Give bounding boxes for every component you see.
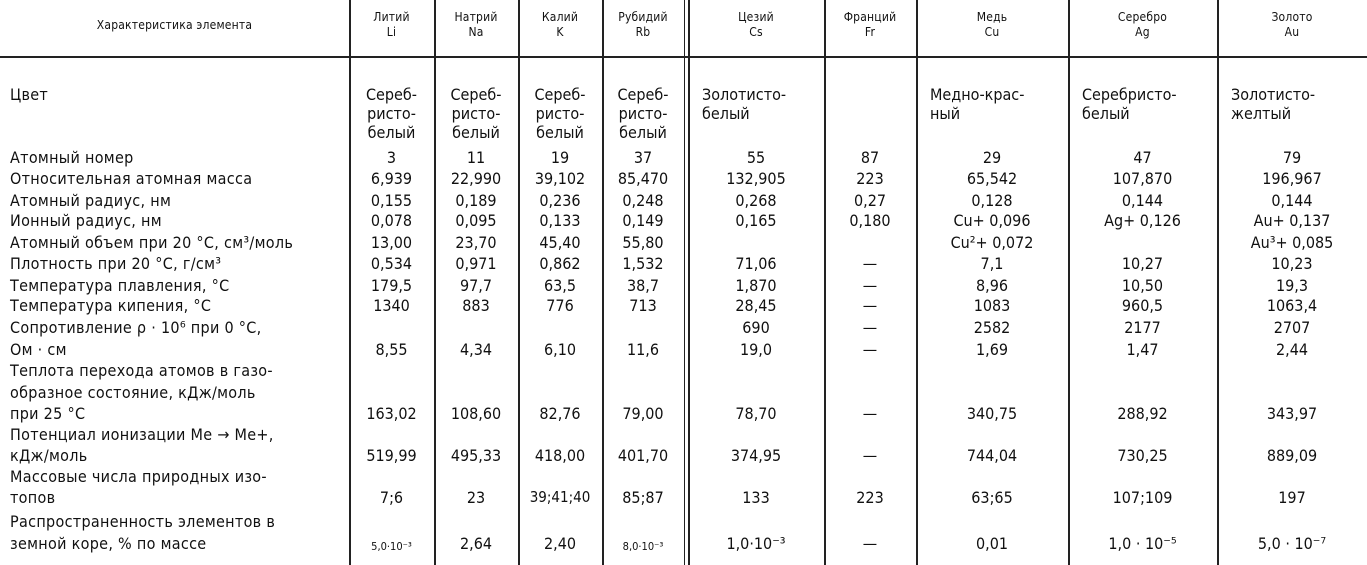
color-cell-na: Сереб- <box>450 85 502 104</box>
label-heat-3: при 25 °С <box>10 404 86 423</box>
ionic_radius-cell-na: 0,095 <box>455 211 497 230</box>
boiling-cell-fr: — <box>862 296 878 315</box>
atomic_radius-cell-ag: 0,144 <box>1121 191 1164 210</box>
header-cs <box>688 0 824 56</box>
abundance-cell-li: 5,0·10⁻³ <box>371 540 412 553</box>
isotopes-cell-au: 197 <box>1278 488 1306 507</box>
boiling-cell-cu: 1083 <box>973 296 1011 315</box>
heat-cell-cu: 340,75 <box>966 404 1018 423</box>
ionization-cell-cu: 744,04 <box>966 446 1018 465</box>
header-au <box>1217 0 1367 56</box>
ionization-cell-na: 495,33 <box>450 446 502 465</box>
header-symbol-cs: Cs <box>749 25 763 39</box>
resistance-cell-cu: 1,69 <box>975 340 1009 359</box>
header-na <box>434 0 518 56</box>
melting-cell-cu: 8,96 <box>975 276 1009 295</box>
resistance-cell-rb: 11,6 <box>626 340 660 359</box>
density-cell-ag: 10,27 <box>1121 254 1164 273</box>
header-symbol-rb: Rb <box>635 25 651 39</box>
atomic_radius-cell-na: 0,189 <box>455 191 497 210</box>
ionization-cell-k: 418,00 <box>534 446 586 465</box>
resistance-cell-cu: 2582 <box>973 318 1011 337</box>
atomic_mass-cell-rb: 85,470 <box>617 169 669 188</box>
label-color: Цвет <box>10 85 49 104</box>
label-ionization-1: Потенциал ионизации Me → Me+, <box>10 425 274 444</box>
header-li <box>349 0 434 56</box>
header-fr <box>824 0 916 56</box>
atomic_radius-cell-li: 0,155 <box>370 191 413 210</box>
label-boiling: Температура кипения, °С <box>10 296 212 315</box>
label-resistance-1: Сопротивление ρ · 10⁶ при 0 °С, <box>10 318 262 337</box>
atomic_mass-cell-fr: 223 <box>856 169 884 188</box>
color-cell-cs: белый <box>702 104 750 123</box>
label-heat-1: Теплота перехода атомов в газо- <box>10 361 273 380</box>
header-characteristic <box>0 0 349 56</box>
melting-cell-li: 179,5 <box>370 276 413 295</box>
ionic_radius-cell-cs: 0,165 <box>735 211 777 230</box>
ionization-cell-ag: 730,25 <box>1117 446 1168 465</box>
resistance-cell-ag: 2177 <box>1124 318 1161 337</box>
resistance-cell-au: 2707 <box>1273 318 1311 337</box>
label-melting: Температура плавления, °С <box>10 276 230 295</box>
atomic_mass-cell-cu: 65,542 <box>966 169 1018 188</box>
header-symbol-au: Au <box>1284 25 1300 39</box>
melting-cell-au: 19,3 <box>1275 276 1309 295</box>
header-name-fr: Франций <box>843 10 897 24</box>
boiling-cell-k: 776 <box>546 296 574 315</box>
ionic_radius-cell-ag: Ag+ 0,126 <box>1104 211 1181 230</box>
boiling-cell-rb: 713 <box>629 296 657 315</box>
melting-cell-k: 63,5 <box>543 276 577 295</box>
density-cell-cu: 7,1 <box>980 254 1004 273</box>
melting-cell-cs: 1,870 <box>735 276 777 295</box>
heat-cell-li: 163,02 <box>366 404 417 423</box>
atomic_radius-cell-cs: 0,268 <box>735 191 777 210</box>
color-cell-au: Золотисто- <box>1231 85 1316 104</box>
resistance-cell-k: 6,10 <box>543 340 577 359</box>
color-cell-au: желтый <box>1231 104 1292 123</box>
abundance-cell-au: 5,0 · 10⁻⁷ <box>1257 534 1327 553</box>
atomic_number-cell-au: 79 <box>1282 148 1302 167</box>
ionic_radius-cell-au: Au+ 0,137 <box>1253 211 1331 230</box>
header-cu <box>916 0 1068 56</box>
header-name-na: Натрий <box>454 10 498 24</box>
header-symbol-fr: Fr <box>864 25 876 39</box>
label-atomic-number: Атомный номер <box>10 148 134 167</box>
density-cell-fr: — <box>862 254 878 273</box>
resistance-cell-cs: 19,0 <box>739 340 773 359</box>
melting-cell-na: 97,7 <box>459 276 493 295</box>
label-ionic-radius: Ионный радиус, нм <box>10 211 162 230</box>
abundance-cell-cu: 0,01 <box>975 534 1009 553</box>
header-name-ag: Серебро <box>1117 10 1168 24</box>
color-cell-rb: Сереб- <box>617 85 669 104</box>
melting-cell-fr: — <box>862 276 878 295</box>
header-symbol-k: K <box>556 25 564 39</box>
ionic_radius-cell-rb: 0,149 <box>622 211 664 230</box>
abundance-cell-fr: — <box>862 534 878 553</box>
resistance-cell-fr: — <box>862 340 878 359</box>
header-name-li: Литий <box>373 10 410 24</box>
heat-cell-fr: — <box>862 404 878 423</box>
melting-cell-ag: 10,50 <box>1121 276 1164 295</box>
ionic_radius-cell-fr: 0,180 <box>849 211 891 230</box>
color-cell-ag: Серебристо- <box>1082 85 1177 104</box>
isotopes-cell-cs: 133 <box>742 488 770 507</box>
color-cell-li: Сереб- <box>366 85 417 104</box>
atomic_mass-cell-cs: 132,905 <box>726 169 786 188</box>
color-cell-k: Сереб- <box>534 85 586 104</box>
atomic_radius-cell-fr: 0,27 <box>853 191 887 210</box>
atomic_mass-cell-au: 196,967 <box>1262 169 1322 188</box>
isotopes-cell-fr: 223 <box>856 488 884 507</box>
isotopes-cell-cu: 63;65 <box>971 488 1013 507</box>
ionization-cell-rb: 401,70 <box>617 446 669 465</box>
atomic_number-cell-ag: 47 <box>1133 148 1152 167</box>
label-density: Плотность при 20 °С, г/см³ <box>10 254 222 273</box>
color-cell-k: белый <box>536 123 584 142</box>
density-cell-li: 0,534 <box>370 254 413 273</box>
isotopes-cell-na: 23 <box>466 488 486 507</box>
header-ag <box>1068 0 1217 56</box>
label-ionization-2: кДж/моль <box>10 446 88 465</box>
header-characteristic-label: Характеристика элемента <box>96 18 253 32</box>
color-cell-rb: ристо- <box>618 104 668 123</box>
boiling-cell-na: 883 <box>462 296 490 315</box>
heat-cell-k: 82,76 <box>539 404 581 423</box>
boiling-cell-ag: 960,5 <box>1121 296 1164 315</box>
density-cell-au: 10,23 <box>1271 254 1313 273</box>
density-cell-cs: 71,06 <box>735 254 777 273</box>
label-isotopes-2: топов <box>10 488 56 507</box>
label-atomic-mass: Относительная атомная масса <box>10 169 253 188</box>
label-atomic-radius: Атомный радиус, нм <box>10 191 172 210</box>
density-cell-rb: 1,532 <box>622 254 664 273</box>
label-abundance-1: Распространенность элементов в <box>10 512 276 531</box>
ionic_radius-cell-li: 0,078 <box>370 211 413 230</box>
label-resistance-2: Ом · см <box>10 340 67 359</box>
isotopes-cell-rb: 85;87 <box>622 488 664 507</box>
abundance-cell-rb: 8,0·10⁻³ <box>622 540 664 553</box>
ionization-cell-cs: 374,95 <box>730 446 782 465</box>
color-cell-cu: Медно-крас- <box>930 85 1025 104</box>
header-symbol-na: Na <box>468 25 484 39</box>
color-cell-na: белый <box>452 123 500 142</box>
header-symbol-li: Li <box>386 25 397 39</box>
heat-cell-ag: 288,92 <box>1117 404 1168 423</box>
atomic_number-cell-cu: 29 <box>982 148 1002 167</box>
ionization-cell-au: 889,09 <box>1266 446 1318 465</box>
color-cell-li: белый <box>367 123 416 142</box>
heat-cell-rb: 79,00 <box>622 404 664 423</box>
ionic-radius-au3: Au³+ 0,085 <box>1250 233 1334 252</box>
heat-cell-cs: 78,70 <box>735 404 777 423</box>
header-name-k: Калий <box>541 10 579 24</box>
abundance-cell-na: 2,64 <box>459 534 493 553</box>
header-symbol-cu: Cu <box>984 25 1000 39</box>
label-abundance-2: земной коре, % по массе <box>10 534 207 553</box>
color-cell-k: ристо- <box>535 104 585 123</box>
density-cell-na: 0,971 <box>455 254 497 273</box>
color-cell-cs: Золотисто- <box>702 85 787 104</box>
melting-cell-rb: 38,7 <box>626 276 660 295</box>
color-cell-rb: белый <box>619 123 667 142</box>
atomic_radius-cell-cu: 0,128 <box>971 191 1013 210</box>
atomic_radius-cell-au: 0,144 <box>1271 191 1313 210</box>
resistance-cell-na: 4,34 <box>459 340 493 359</box>
atomic_number-cell-na: 11 <box>466 148 486 167</box>
atomic_number-cell-cs: 55 <box>746 148 766 167</box>
header-name-rb: Рубидий <box>618 10 668 24</box>
atomic_number-cell-k: 19 <box>550 148 570 167</box>
label-heat-2: образное состояние, кДж/моль <box>10 383 256 402</box>
header-rb <box>602 0 684 56</box>
atomic_radius-cell-k: 0,236 <box>539 191 581 210</box>
ionic-radius-cu2: Cu²+ 0,072 <box>950 233 1034 252</box>
atomic_volume-cell-na: 23,70 <box>455 233 497 252</box>
abundance-cell-ag: 1,0 · 10⁻⁵ <box>1108 534 1177 553</box>
resistance-cell-ag: 1,47 <box>1126 340 1159 359</box>
header-name-au: Золото <box>1271 10 1313 24</box>
ionic_radius-cell-k: 0,133 <box>539 211 581 230</box>
atomic_volume-cell-k: 45,40 <box>539 233 581 252</box>
atomic_mass-cell-na: 22,990 <box>450 169 502 188</box>
boiling-cell-cs: 28,45 <box>735 296 777 315</box>
atomic_mass-cell-ag: 107,870 <box>1112 169 1173 188</box>
label-isotopes-1: Массовые числа природных изо- <box>10 467 267 486</box>
resistance-cell-fr: — <box>862 318 878 337</box>
ionic_radius-cell-cu: Cu+ 0,096 <box>953 211 1031 230</box>
column-divider <box>684 0 685 565</box>
abundance-cell-k: 2,40 <box>543 534 577 553</box>
ionization-cell-li: 519,99 <box>366 446 417 465</box>
header-name-cu: Медь <box>976 10 1008 24</box>
ionization-cell-fr: — <box>862 446 878 465</box>
atomic_mass-cell-k: 39,102 <box>534 169 586 188</box>
atomic_number-cell-rb: 37 <box>633 148 653 167</box>
atomic_volume-cell-rb: 55,80 <box>622 233 664 252</box>
color-cell-na: ристо- <box>451 104 501 123</box>
isotopes-cell-ag: 107;109 <box>1112 488 1173 507</box>
boiling-cell-li: 1340 <box>373 296 410 315</box>
isotopes-cell-li: 7;6 <box>379 488 404 507</box>
abundance-cell-cs: 1,0·10⁻³ <box>726 534 786 553</box>
heat-cell-au: 343,97 <box>1266 404 1318 423</box>
label-atomic-volume: Атомный объем при 20 °С, см³/моль <box>10 233 294 252</box>
atomic_number-cell-fr: 87 <box>860 148 880 167</box>
color-cell-li: ристо- <box>367 104 416 123</box>
density-cell-k: 0,862 <box>539 254 581 273</box>
heat-cell-na: 108,60 <box>450 404 502 423</box>
color-cell-ag: белый <box>1082 104 1130 123</box>
resistance-cell-li: 8,55 <box>375 340 408 359</box>
isotopes-cell-k: 39;41;40 <box>529 488 591 506</box>
atomic_number-cell-li: 3 <box>386 148 397 167</box>
header-name-cs: Цезий <box>738 10 774 24</box>
atomic_radius-cell-rb: 0,248 <box>622 191 664 210</box>
boiling-cell-au: 1063,4 <box>1266 296 1318 315</box>
color-cell-cu: ный <box>930 104 961 123</box>
header-symbol-ag: Ag <box>1135 25 1150 39</box>
atomic_volume-cell-li: 13,00 <box>370 233 413 252</box>
atomic_mass-cell-li: 6,939 <box>370 169 413 188</box>
resistance-cell-cs: 690 <box>742 318 770 337</box>
resistance-cell-au: 2,44 <box>1275 340 1309 359</box>
header-k <box>518 0 602 56</box>
